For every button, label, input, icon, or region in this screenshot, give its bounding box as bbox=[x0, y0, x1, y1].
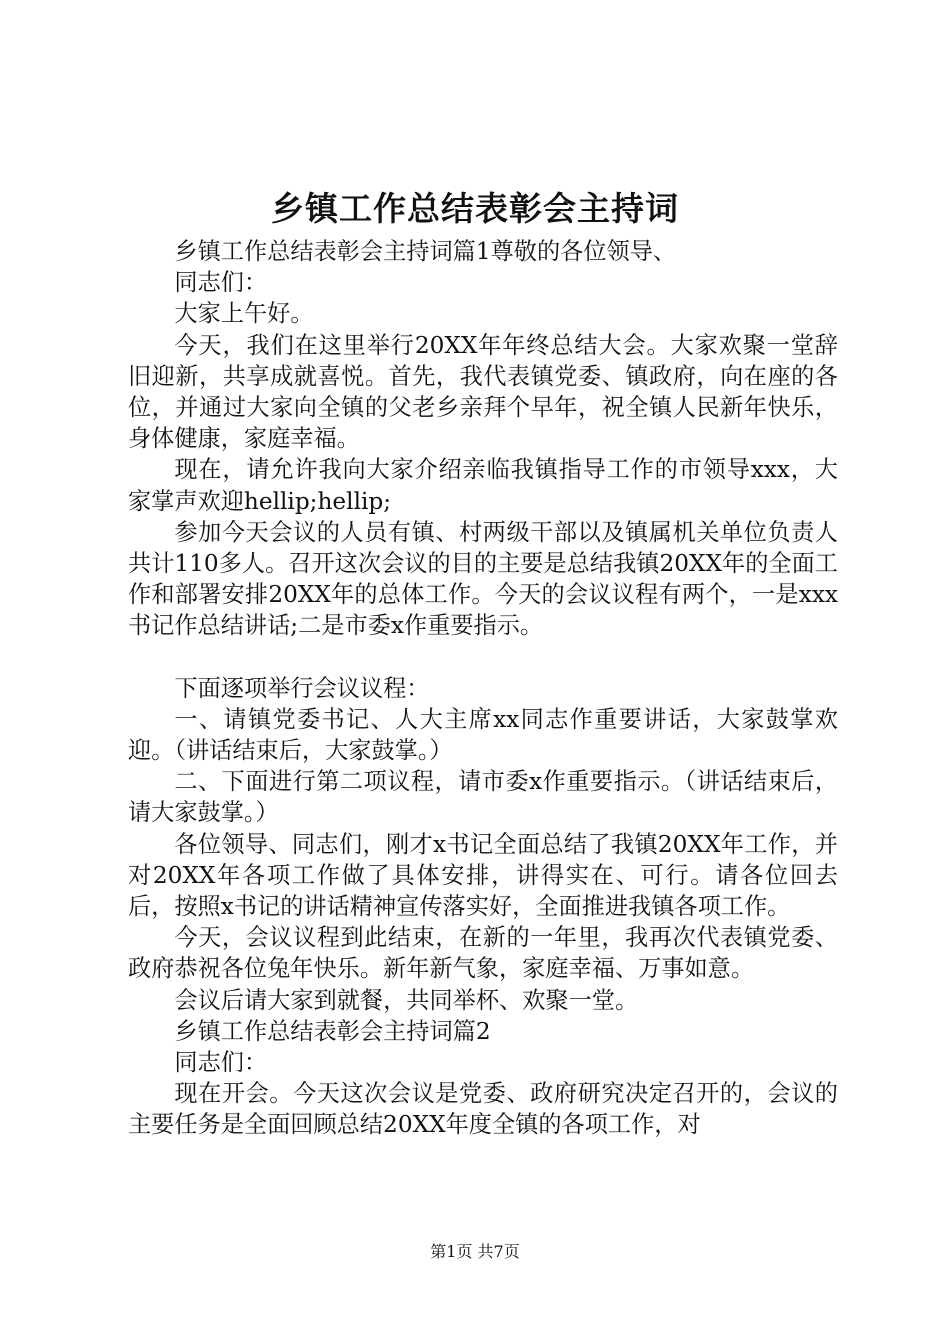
paragraph: 同志们： bbox=[174, 1049, 268, 1077]
paragraph: 各位领导、同志们，刚才x书记全面总结了我镇20XX年工作，并对20XX年各项工作做了具体安排，讲得实在、可行。请各位回去后，按照x书记的讲话精神宣传落实好，全面推进我镇各项工作。 bbox=[128, 830, 838, 921]
paragraph: 参加今天会议的人员有镇、村两级干部以及镇属机关单位负责人共计110多人。召开这次会议的目的主要是总结我镇20XX年的全面工作和部署安排20XX年的总体工作。今天的会议议程有两个，一是xxx书记作总结讲话;二是市委x作重要指示。 bbox=[128, 518, 838, 640]
document-title: 乡镇工作总结表彰会主持词 bbox=[271, 189, 679, 228]
paragraph: 现在开会。今天这次会议是党委、政府研究决定召开的，会议的主要任务是全面回顾总结20XX年度全镇的各项工作，对 bbox=[128, 1080, 838, 1139]
document-body bbox=[128, 236, 838, 1141]
paragraph: 二、下面进行第二项议程，请市委x作重要指示。（讲话结束后，请大家鼓掌。） bbox=[128, 768, 838, 827]
paragraph: 今天，会议议程到此结束，在新的一年里，我再次代表镇党委、政府恭祝各位兔年快乐。新年新气象，家庭幸福、万事如意。 bbox=[128, 924, 838, 983]
paragraph: 一、请镇党委书记、人大主席xx同志作重要讲话，大家鼓掌欢迎。（讲话结束后，大家鼓掌。） bbox=[128, 705, 838, 765]
page-number: 第1页 共7页 bbox=[430, 1242, 520, 1261]
paragraph: 大家上午好。 bbox=[174, 300, 314, 328]
paragraph: 现在，请允许我向大家介绍亲临我镇指导工作的市领导xxx，大家掌声欢迎hellip;hellip; bbox=[128, 456, 838, 515]
paragraph: 乡镇工作总结表彰会主持词篇2 bbox=[174, 1017, 491, 1045]
paragraph: 会议后请大家到就餐，共同举杯、欢聚一堂。 bbox=[174, 986, 639, 1014]
paragraph: 同志们： bbox=[174, 269, 268, 297]
paragraph: 乡镇工作总结表彰会主持词篇1尊敬的各位领导、 bbox=[174, 238, 677, 265]
paragraph: 下面逐项举行会议议程： bbox=[174, 674, 430, 702]
paragraph: 今天，我们在这里举行20XX年年终总结大会。大家欢聚一堂辞旧迎新，共享成就喜悦。首先，我代表镇党委、镇政府，向在座的各位，并通过大家向全镇的父老乡亲拜个早年，祝全镇人民新年快乐，身体健康，家庭幸福。 bbox=[128, 331, 838, 453]
